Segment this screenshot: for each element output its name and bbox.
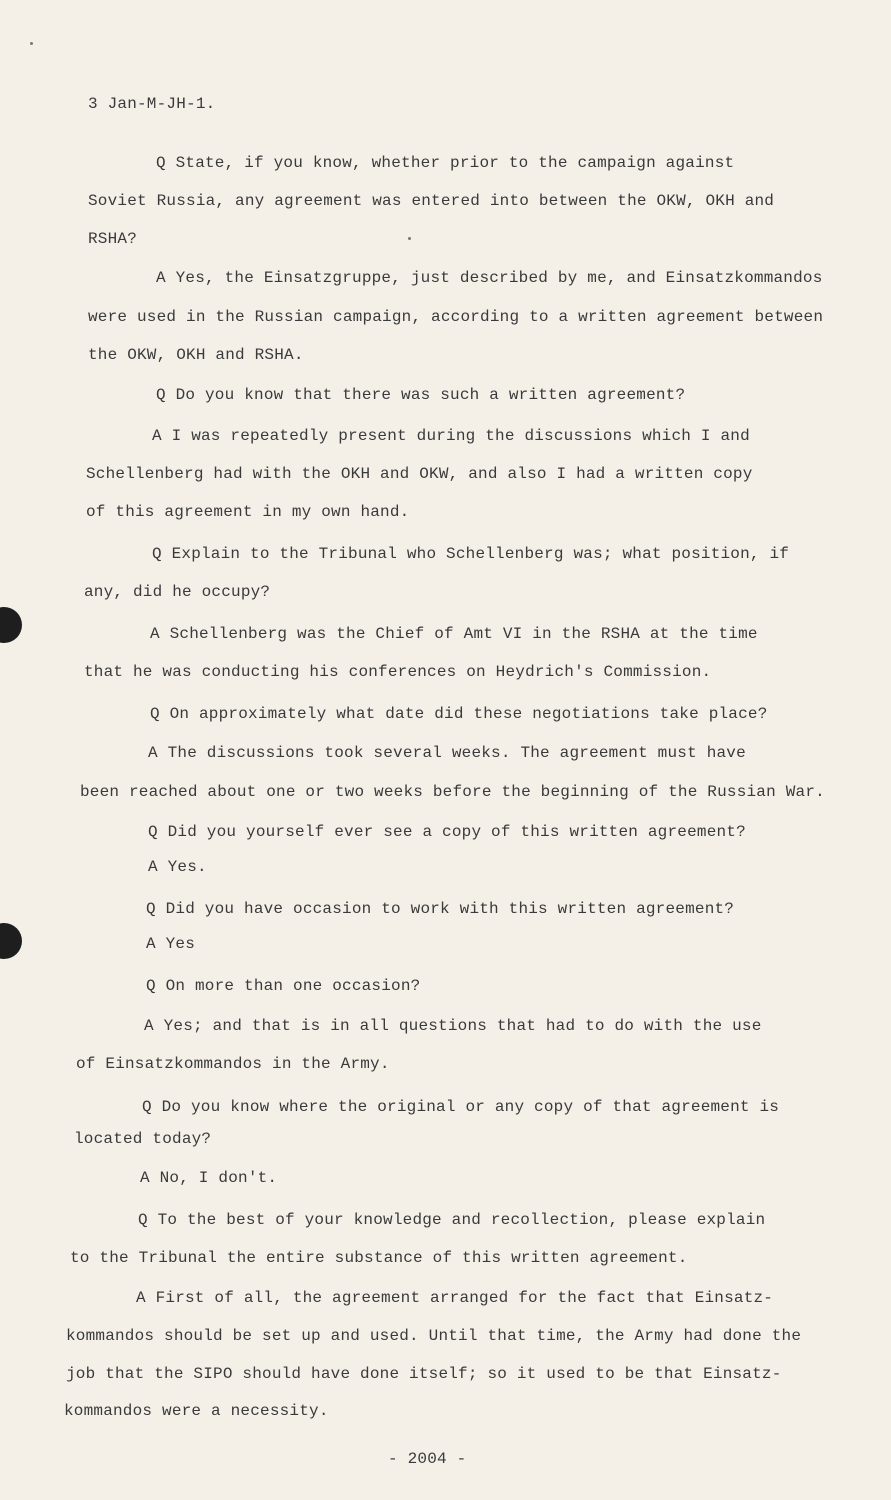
paper-speck bbox=[30, 42, 33, 45]
text-line: any, did he occupy? bbox=[84, 583, 271, 601]
text-line: of this agreement in my own hand. bbox=[86, 503, 410, 521]
text-line: A Schellenberg was the Chief of Amt VI in the RSHA at the time bbox=[150, 625, 758, 643]
text-line: Q To the best of your knowledge and recollection, please explain bbox=[138, 1211, 766, 1229]
text-line: A Yes bbox=[146, 935, 196, 953]
text-line: kommandos should be set up and used. Until that time, the Army had done the bbox=[66, 1327, 802, 1345]
text-line: A Yes. bbox=[148, 858, 207, 876]
text-line: Q On approximately what date did these negotiations take place? bbox=[150, 705, 768, 723]
text-line: A First of all, the agreement arranged for the fact that Einsatz- bbox=[136, 1289, 774, 1307]
text-line: RSHA? bbox=[88, 230, 138, 248]
text-line: A Yes, the Einsatzgruppe, just described by me, and Einsatzkommandos bbox=[156, 269, 823, 287]
text-line: A The discussions took several weeks. The agreement must have bbox=[148, 744, 746, 762]
text-line: that he was conducting his conferences on Heydrich's Commission. bbox=[84, 663, 712, 681]
text-line: A I was repeatedly present during the discussions which I and bbox=[152, 427, 750, 445]
text-line: were used in the Russian campaign, according to a written agreement between bbox=[88, 308, 824, 326]
text-line: Q On more than one occasion? bbox=[146, 977, 421, 995]
text-line: A No, I don't. bbox=[140, 1169, 278, 1187]
text-line: Q Explain to the Tribunal who Schellenberg was; what position, if bbox=[152, 545, 790, 563]
document-reference-code: 3 Jan-M-JH-1. bbox=[88, 95, 216, 113]
punch-hole bbox=[0, 607, 22, 643]
text-line: Q Do you know that there was such a written agreement? bbox=[156, 386, 686, 404]
text-line: Q Do you know where the original or any copy of that agreement is bbox=[142, 1098, 780, 1116]
text-line: Q Did you yourself ever see a copy of this written agreement? bbox=[148, 823, 746, 841]
paper-speck bbox=[408, 237, 411, 240]
text-line: Schellenberg had with the OKH and OKW, and also I had a written copy bbox=[86, 465, 753, 483]
text-line: job that the SIPO should have done itself; so it used to be that Einsatz- bbox=[66, 1365, 782, 1383]
text-line: located today? bbox=[74, 1130, 212, 1148]
text-line: of Einsatzkommandos in the Army. bbox=[76, 1055, 390, 1073]
text-line: the OKW, OKH and RSHA. bbox=[88, 346, 304, 364]
text-line: Soviet Russia, any agreement was entered into between the OKW, OKH and bbox=[88, 192, 775, 210]
text-line: to the Tribunal the entire substance of this written agreement. bbox=[70, 1249, 688, 1267]
text-line: been reached about one or two weeks before the beginning of the Russian War. bbox=[80, 783, 825, 801]
text-line: Q State, if you know, whether prior to the campaign against bbox=[156, 154, 735, 172]
text-line: A Yes; and that is in all questions that had to do with the use bbox=[144, 1017, 762, 1035]
text-line: Q Did you have occasion to work with this written agreement? bbox=[146, 900, 735, 918]
page-number: - 2004 - bbox=[388, 1450, 467, 1468]
text-line: kommandos were a necessity. bbox=[64, 1402, 329, 1420]
punch-hole bbox=[0, 923, 22, 959]
